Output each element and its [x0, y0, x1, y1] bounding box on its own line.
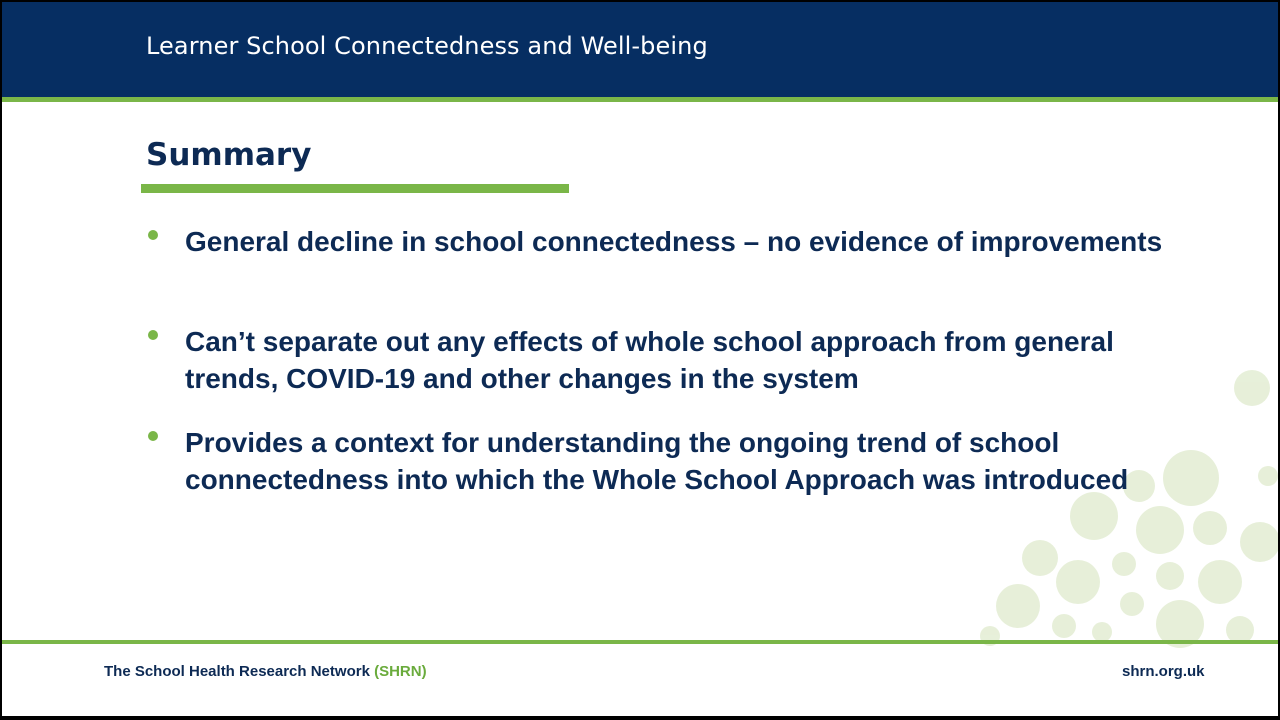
decor-dot	[1092, 622, 1112, 642]
footer-website: shrn.org.uk	[1122, 663, 1205, 680]
bullet-dot-icon	[148, 230, 158, 240]
decor-dot	[1198, 560, 1242, 604]
bullet-text: General decline in school connectedness – no evidence of improvements	[185, 226, 1163, 257]
decor-dot	[1258, 466, 1278, 486]
decor-dot	[1022, 540, 1058, 576]
footer-org-acronym: (SHRN)	[374, 663, 427, 680]
header-title: Learner School Connectedness and Well-being	[146, 32, 708, 60]
slide	[2, 2, 1278, 716]
decor-dot	[1193, 511, 1227, 545]
bullet-text: Can’t separate out any effects of whole school approach from general trends, COVID-19 and other changes in the system	[185, 326, 1114, 394]
section-title-underline	[141, 184, 569, 193]
footer-org-name: The School Health Research Network	[104, 663, 370, 680]
section-title: Summary	[146, 137, 312, 173]
bullet-text: Provides a context for understanding the ongoing trend of school connectedness into which the Whole School Approach was introduced	[185, 427, 1129, 495]
bullet-dot-icon	[148, 330, 158, 340]
footer-organization	[104, 663, 427, 680]
decor-dot	[1156, 562, 1184, 590]
decor-dot	[1112, 552, 1136, 576]
bullet-dot-icon	[148, 431, 158, 441]
decor-dot	[1052, 614, 1076, 638]
decor-dot	[1070, 492, 1118, 540]
decor-dot	[996, 584, 1040, 628]
decor-dot	[1240, 522, 1278, 562]
decor-dot	[1056, 560, 1100, 604]
decor-dot	[1120, 592, 1144, 616]
decor-dot	[1234, 370, 1270, 406]
footer-divider	[2, 640, 1278, 644]
decor-dot	[1136, 506, 1184, 554]
